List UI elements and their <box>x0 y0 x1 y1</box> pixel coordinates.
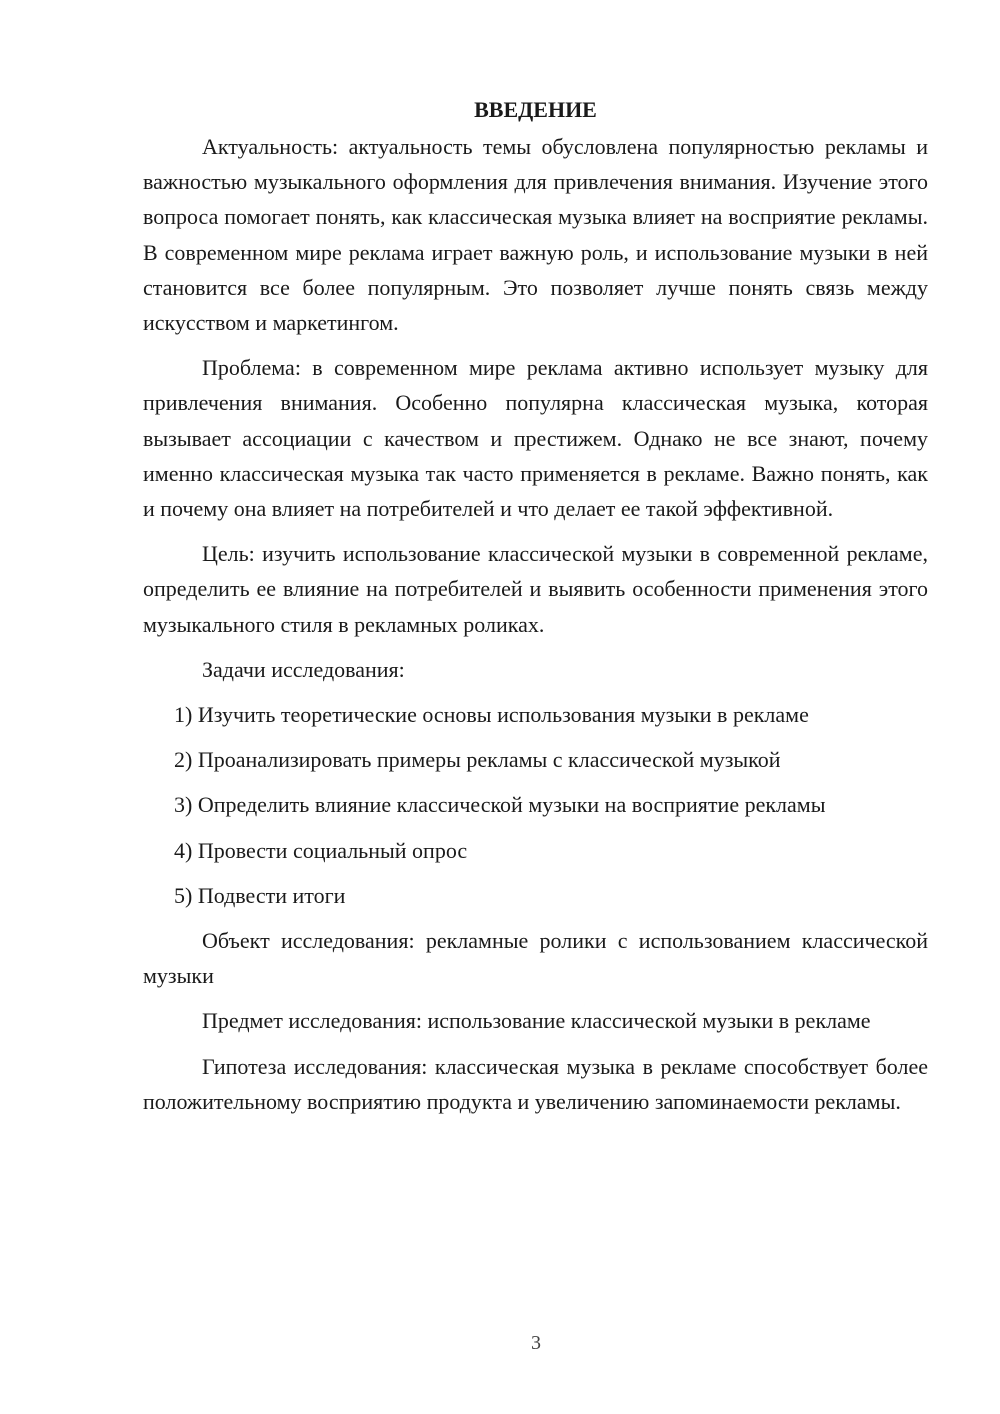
relevance-paragraph: Актуальность: актуальность темы обусловлена популярностью рекламы и важностью музыкального оформления для привлечения внимания. Изучение этого вопроса помогает понять, как классическая музыка влияет на восприятие рекламы. В современном мире реклама играет важную роль, и использование музыки в ней становится все более популярным. Это позволяет лучше понять связь между искусством и маркетингом. <box>143 134 928 336</box>
list-item: 2) Проанализировать примеры рекламы с классической музыкой <box>174 747 781 773</box>
tasks-heading: Задачи исследования: <box>202 656 405 682</box>
document-page <box>143 92 928 1129</box>
hypothesis-paragraph: Гипотеза исследования: классическая музыка в рекламе способствует более положительному восприятию продукта и увеличению запоминаемости рекламы. <box>143 1053 928 1114</box>
tasks-list <box>143 697 928 913</box>
list-item: 3) Определить влияние классической музыки на восприятие рекламы <box>174 792 826 818</box>
list-item: 1) Изучить теоретические основы использования музыки в рекламе <box>174 702 809 728</box>
list-item: 5) Подвести итоги <box>174 882 346 908</box>
problem-paragraph: Проблема: в современном мире реклама активно использует музыку для привлечения внимания. Особенно популярна классическая музыка, которая вызывает ассоциации с качеством и престижем. Однако не все знают, почему именно классическая музыка так часто применяется в рекламе. Важно понять, как и почему она влияет на потребителей и что делает ее такой эффективной. <box>143 355 928 522</box>
goal-paragraph: Цель: изучить использование классической музыки в современной рекламе, определить ее влияние на потребителей и выявить особенности применения этого музыкального стиля в рекламных роликах. <box>143 541 928 637</box>
subject-paragraph: Предмет исследования: использование классической музыки в рекламе <box>202 1008 871 1034</box>
list-item: 4) Провести социальный опрос <box>174 837 468 863</box>
page-title: ВВЕДЕНИЕ <box>474 97 597 122</box>
page-number: 3 <box>531 1332 541 1354</box>
object-paragraph: Объект исследования: рекламные ролики с использованием классической музыки <box>143 928 928 989</box>
